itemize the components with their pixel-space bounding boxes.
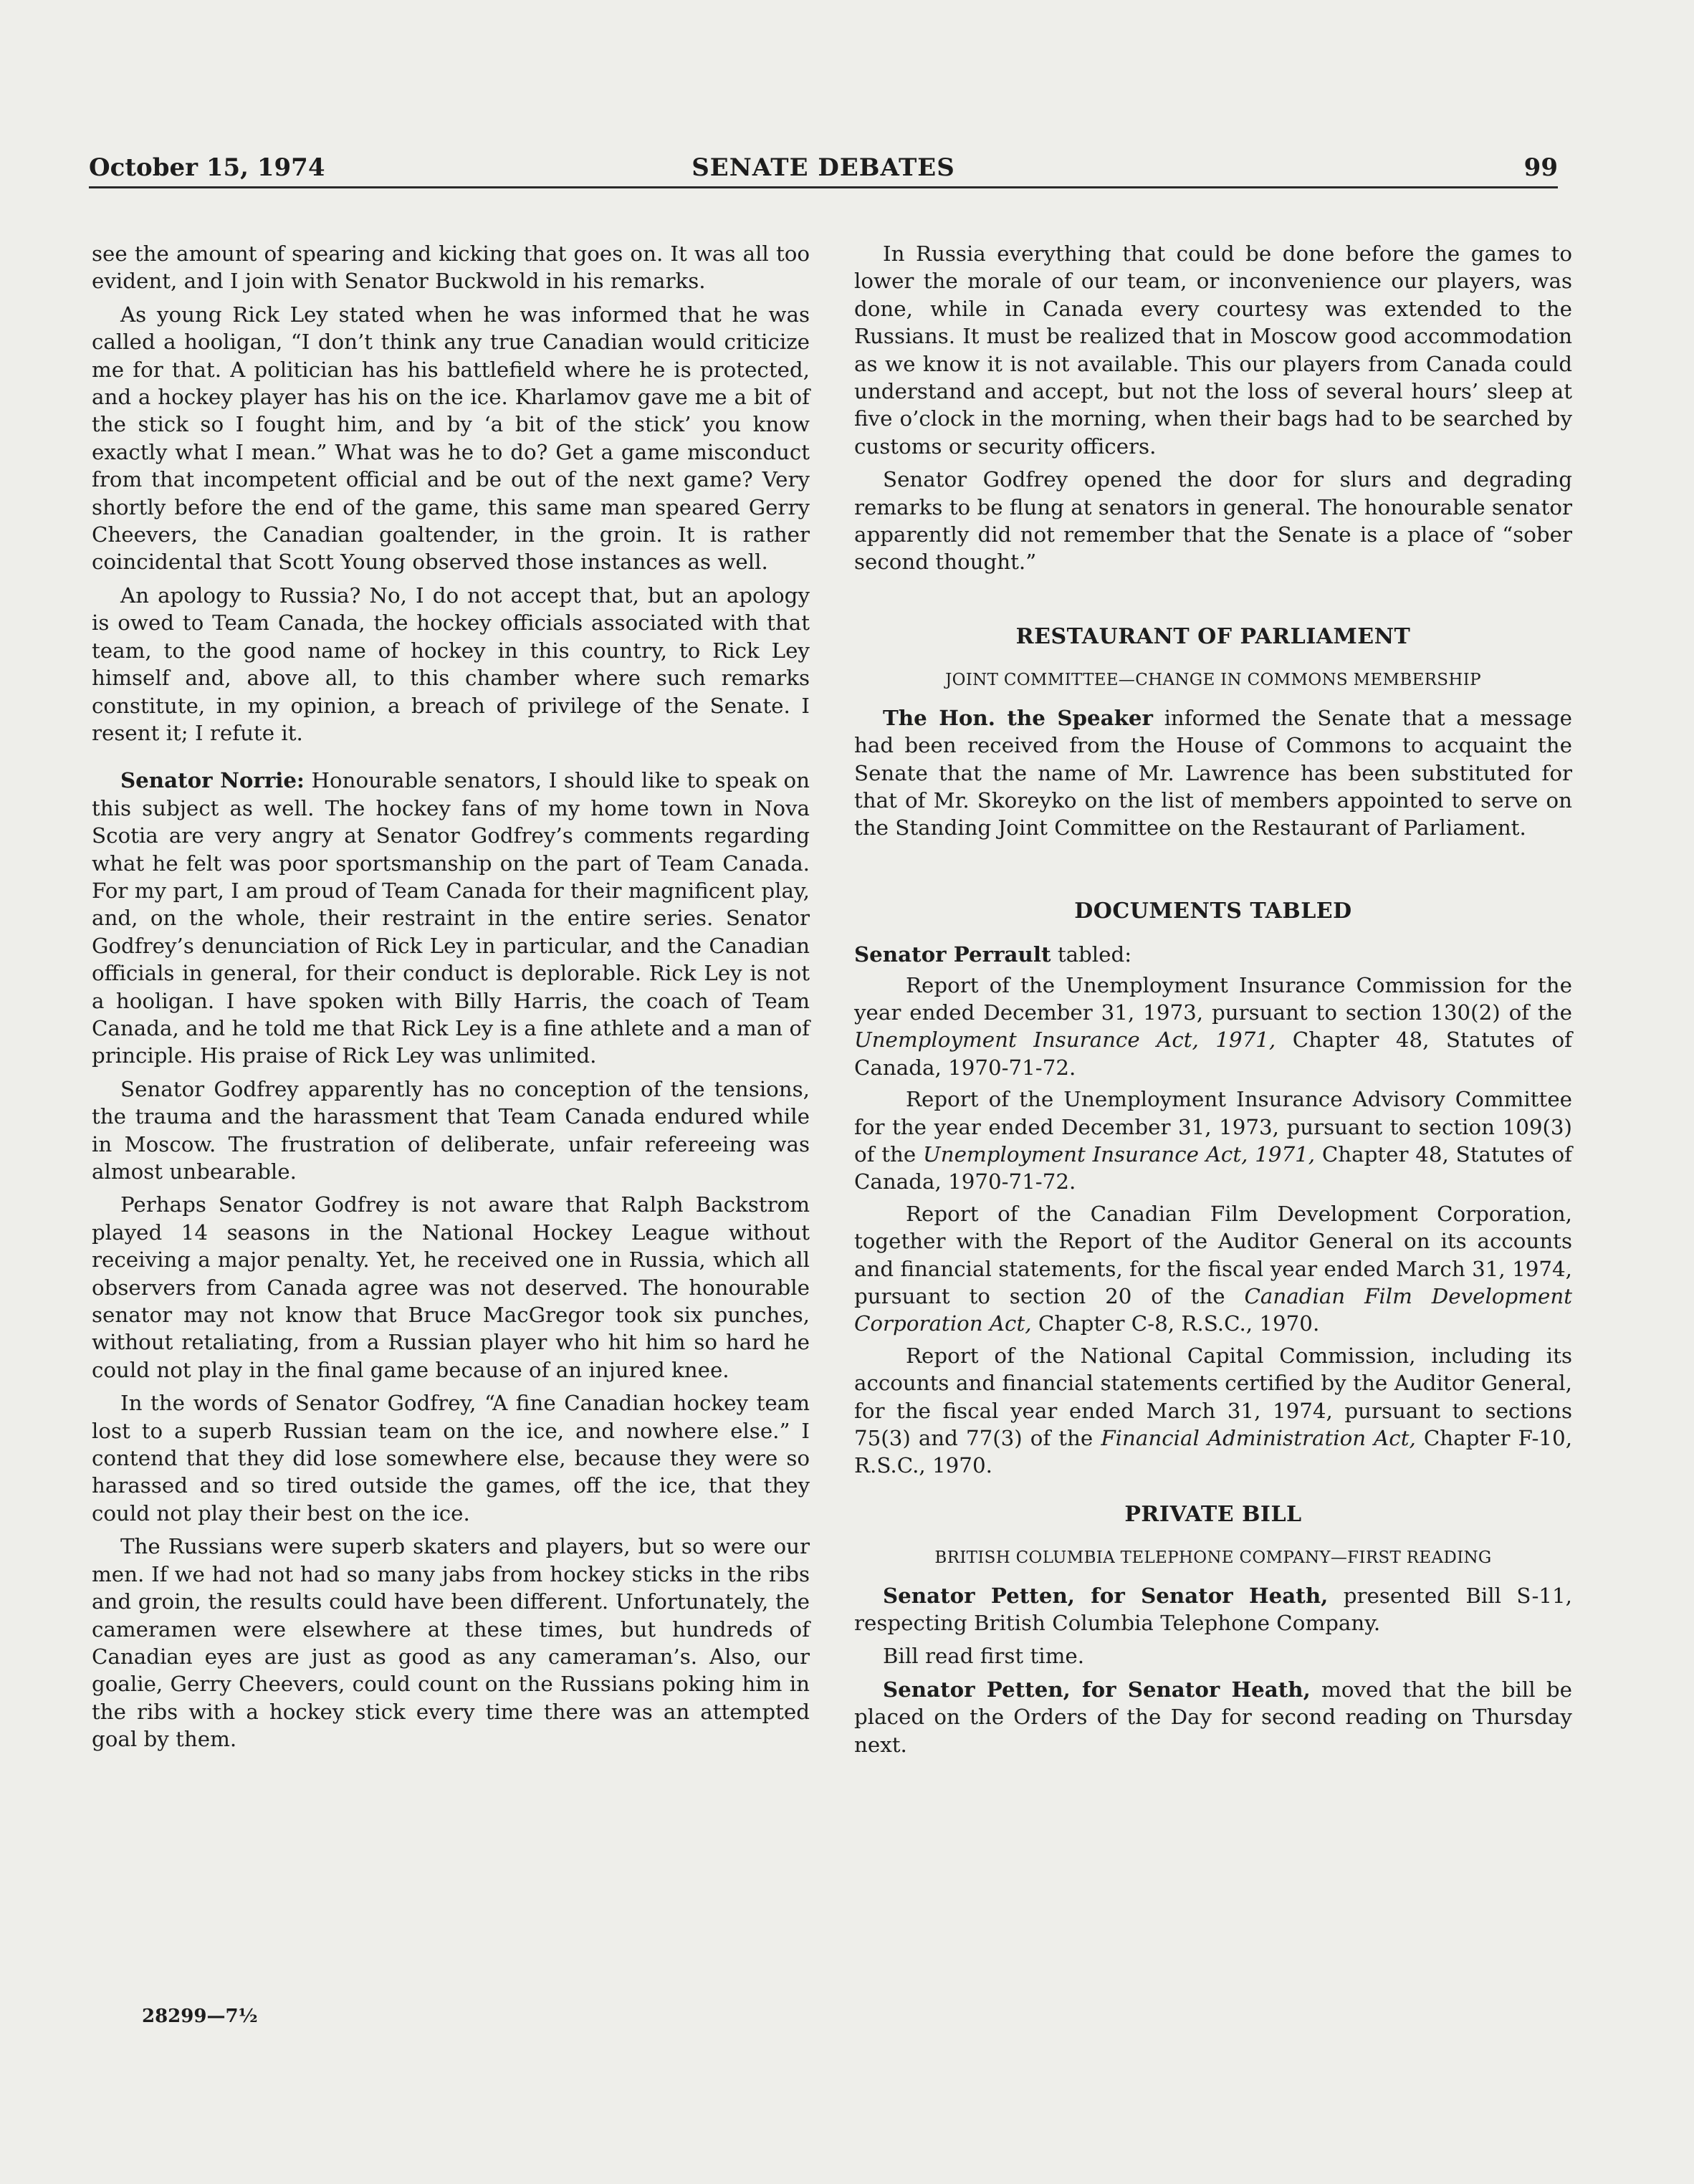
report-item [854, 1086, 1572, 1196]
print-code: 28299—7½ [142, 2006, 258, 2027]
speech-text: informed the Senate that a message had been received from the House of Commons to acquaint the Senate that the name of Mr. Lawrence has been substituted for that of Mr. Skoreyko on the list of members appointed to serve on the Standing Joint Committee on the Restaurant of Parliament. [854, 705, 1572, 840]
report-text: Chapter 48, Statutes of Canada, 1970-71-72. [854, 1141, 1572, 1194]
act-title: Unemployment Insurance Act, 1971, [854, 1028, 1276, 1053]
paragraph: Bill read first time. [883, 1644, 1085, 1669]
paragraph: Senator Godfrey apparently has no conception of the tensions, the trauma and the harassment that Team Canada endured while in Moscow. The frustration of deliberate, unfair refereeing was almost unbearable. [92, 1076, 810, 1184]
paragraph: see the amount of spearing and kicking that goes on. It was all too evident, and I join with Senator Buckwold in his remarks. [92, 241, 810, 294]
act-title: Canadian Film Development Corporation Act, [854, 1284, 1572, 1336]
left-column [92, 240, 810, 2027]
tabled-text: tabled: [1051, 942, 1132, 967]
speaker-name: Senator Petten, for Senator Heath, [883, 1582, 1329, 1608]
report-item [854, 1200, 1572, 1338]
act-title: Unemployment Insurance Act, 1971, [923, 1141, 1316, 1167]
report-text: Report of the Unemployment Insurance Advisory Committee for the year ended December 31, 1973, pursuant to section 109(3) of the [854, 1087, 1572, 1167]
tabled-intro [854, 941, 1572, 968]
act-title: Financial Administration Act, [1101, 1426, 1416, 1451]
header-page-number: 99 [1523, 153, 1558, 182]
speaker-name: Senator Norrie: [120, 767, 305, 793]
speaker-name: The Hon. the Speaker [883, 704, 1153, 730]
paragraph: The Russians were superb skaters and players, but so were our men. If we had not had so many jabs from hockey sticks in the ribs and groin, the results could have been different. Unfortunately, the cameramen were elsewhere at these times, but hundreds of Canadian eyes are just as good as any cameraman’s. Also, our goalie, Gerry Cheevers, could count on the Russians poking him in the ribs with a hockey stick every time there was an attempted goal by them. [92, 1534, 810, 1752]
paragraph: Senator Godfrey opened the door for slurs and degrading remarks to be flung at senators in general. The honourable senator apparently did not remember that the Senate is a place of “sober second thought.” [854, 467, 1572, 575]
speaker-name: Senator Perrault [854, 942, 1051, 967]
report-item [854, 972, 1572, 1082]
subheading-bc-telephone: BRITISH COLUMBIA TELEPHONE COMPANY—FIRST READING [934, 1548, 1492, 1568]
right-column [854, 240, 1572, 1764]
section-heading-private-bill: PRIVATE BILL [1124, 1501, 1302, 1527]
paragraph: In Russia everything that could be done before the games to lower the morale of our team, or inconvenience our players, was done, while in Canada every courtesy was extended to the Russians. It must be realized that in Moscow good accommodation as we know it is not available. This our players from Canada could understand and accept, but not the loss of several hours’ sleep at five o’clock in the morning, when their bags had to be searched by customs or security officers. [854, 241, 1572, 459]
speech-petten [854, 1582, 1572, 1637]
speaker-name: Senator Petten, for Senator Heath, [883, 1676, 1311, 1702]
speech-petten [854, 1676, 1572, 1758]
speech-text: Honourable senators, I should like to speak on this subject as well. The hockey fans of my home town in Nova Scotia are very angry at Senator Godfrey’s comments regarding what he felt was poor sportsmanship on the part of Team Canada. For my part, I am proud of Team Canada for their magnificent play, and, on the whole, their restraint in the entire series. Senator Godfrey’s denunciation of Rick Ley in particular, and the Canadian officials in general, for their conduct is deplorable. Rick Ley is not a hooligan. I have spoken with Billy Harris, the coach of Team Canada, and he told me that Rick Ley is a fine athlete and a man of principle. His praise of Rick Ley was unlimited. [92, 768, 810, 1068]
report-item [854, 1342, 1572, 1480]
header-title: SENATE DEBATES [692, 153, 955, 182]
paragraph: In the words of Senator Godfrey, “A fine Canadian hockey team lost to a superb Russian team on the ice, and nowhere else.” I contend that they did lose somewhere else, because they were so harassed and so tired outside the games, off the ice, that they could not play their best on the ice. [92, 1391, 810, 1526]
report-text: Report of the Unemployment Insurance Commission for the year ended December 31, 1973, pursuant to section 130(2) of the [854, 972, 1572, 1025]
speech-speaker [854, 704, 1572, 842]
report-text: Chapter 48, Statutes of Canada, 1970-71-72. [854, 1028, 1572, 1080]
section-heading-documents: DOCUMENTS TABLED [1074, 898, 1352, 924]
report-text: Report of the Canadian Film Development Corporation, together with the Report of the Auditor General on its accounts and financial statements, for the fiscal year ended March 31, 1974, pursuant to section 20 of the [854, 1201, 1572, 1308]
section-heading-restaurant: RESTAURANT OF PARLIAMENT [1015, 623, 1411, 649]
report-text: Chapter F-10, R.S.C., 1970. [854, 1426, 1573, 1478]
speech-text: moved that the bill be placed on the Orders of the Day for second reading on Thursday next. [854, 1677, 1572, 1757]
speech-norrie [92, 767, 810, 1069]
paragraph: As young Rick Ley stated when he was informed that he was called a hooligan, “I don’t think any true Canadian would criticize me for that. A politician has his battlefield where he is protected, and a hockey player has his on the ice. Kharlamov gave me a bit of the stick so I fought him, and by ‘a bit of the stick’ you know exactly what I mean.” What was he to do? Get a game misconduct from that incompetent official and be out of the next game? Very shortly before the end of the game, this same man speared Gerry Cheevers, the Canadian goaltender, in the groin. It is rather coincidental that Scott Young observed those instances as well. [92, 302, 810, 575]
report-text: Chapter C-8, R.S.C., 1970. [1031, 1311, 1320, 1336]
subheading-joint-committee: JOINT COMMITTEE—CHANGE IN COMMONS MEMBERSHIP [945, 671, 1481, 690]
speech-text: presented Bill S-11, respecting British Columbia Telephone Company. [854, 1583, 1572, 1636]
report-text: Report of the National Capital Commission, including its accounts and financial statements certified by the Auditor General, for the fiscal year ended March 31, 1974, pursuant to sections 75(3) and 77(3) of the [854, 1343, 1572, 1451]
page-header [89, 153, 1558, 188]
paragraph: An apology to Russia? No, I do not accept that, but an apology is owed to Team Canada, the hockey officials associated with that team, to the good name of hockey in this country, to Rick Ley himself and, above all, to this chamber where such remarks constitute, in my opinion, a breach of privilege of the Senate. I resent it; I refute it. [92, 583, 810, 745]
header-date: October 15, 1974 [89, 153, 325, 182]
paragraph: Perhaps Senator Godfrey is not aware that Ralph Backstrom played 14 seasons in the National Hockey League without receiving a major penalty. Yet, he received one in Russia, which all observers from Canada agree was not deserved. The honourable senator may not know that Bruce MacGregor took six punches, without retaliating, from a Russian player who hit him so hard he could not play in the final game because of an injured knee. [92, 1192, 810, 1382]
